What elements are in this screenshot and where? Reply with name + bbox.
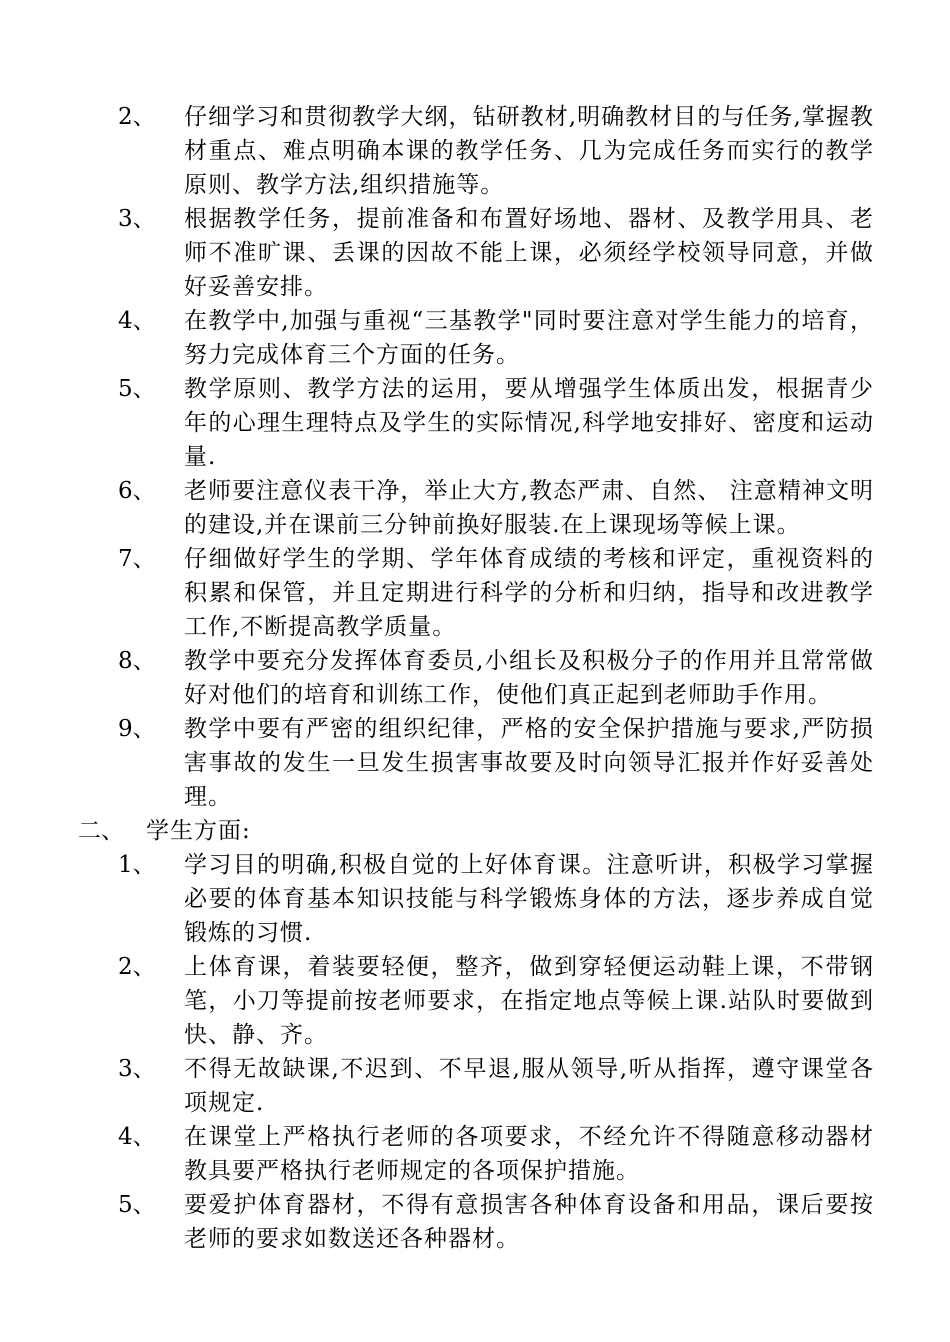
- item-number: 9、: [118, 716, 156, 742]
- item-number: 5、: [118, 376, 156, 402]
- section-heading-students: [0, 814, 950, 848]
- item-number: 6、: [118, 478, 156, 504]
- list-item-teacher-3: [0, 202, 950, 304]
- item-number: 2、: [118, 104, 156, 130]
- item-number: 8、: [118, 648, 156, 674]
- list-item-student-3: [0, 1052, 950, 1120]
- item-number: 7、: [118, 546, 156, 572]
- item-text: 教学原则、教学方法的运用，要从增强学生体质出发，根据青少年的心理生理特点及学生的实际情况,科学地安排好、密度和运动量.: [184, 376, 874, 470]
- list-item-teacher-9: [0, 712, 950, 814]
- item-text: 根据教学任务，提前准备和布置好场地、器材、及教学用具、老师不准旷课、丢课的因故不能上课，必须经学校领导同意，并做好妥善安排。: [184, 206, 874, 300]
- item-text: 仔细做好学生的学期、学年体育成绩的考核和评定，重视资料的积累和保管，并且定期进行科学的分析和归纳，指导和改进教学工作,不断提高教学质量。: [184, 546, 874, 640]
- item-number: 5、: [118, 1192, 156, 1218]
- item-text: 在教学中,加强与重视“三基教学"同时要注意对学生能力的培育，努力完成体育三个方面的任务。: [184, 308, 874, 368]
- list-item-teacher-4: [0, 304, 950, 372]
- item-text: 不得无故缺课,不迟到、不早退,服从领导,听从指挥，遵守课堂各项规定.: [184, 1056, 874, 1116]
- document-page: [0, 100, 950, 1256]
- list-item-student-2: [0, 950, 950, 1052]
- item-text: 教学中要有严密的组织纪律，严格的安全保护措施与要求,严防损害事故的发生一旦发生损害事故要及时向领导汇报并作好妥善处理。: [184, 716, 874, 810]
- list-item-student-5: [0, 1188, 950, 1256]
- item-number: 4、: [118, 308, 156, 334]
- item-number: 2、: [118, 954, 156, 980]
- item-text: 仔细学习和贯彻教学大纲，钻研教材,明确教材目的与任务,掌握教材重点、难点明确本课的教学任务、几为完成任务而实行的教学原则、教学方法,组织措施等。: [184, 104, 874, 198]
- item-text: 在课堂上严格执行老师的各项要求，不经允许不得随意移动器材教具要严格执行老师规定的各项保护措施。: [184, 1124, 874, 1184]
- item-number: 3、: [118, 1056, 156, 1082]
- item-text: 上体育课，着装要轻便，整齐，做到穿轻便运动鞋上课，不带钢笔，小刀等提前按老师要求，在指定地点等候上课.站队时要做到快、静、齐。: [184, 954, 874, 1048]
- item-text: 学习目的明确,积极自觉的上好体育课。注意听讲，积极学习掌握必要的体育基本知识技能与科学锻炼身体的方法，逐步养成自觉锻炼的习惯.: [184, 852, 874, 946]
- section-number: 二、: [78, 818, 124, 844]
- list-item-teacher-2: [0, 100, 950, 202]
- item-text: 教学中要充分发挥体育委员,小组长及积极分子的作用并且常常做好对他们的培育和训练工作，使他们真正起到老师助手作用。: [184, 648, 874, 708]
- item-number: 4、: [118, 1124, 156, 1150]
- item-number: 3、: [118, 206, 156, 232]
- list-item-teacher-7: [0, 542, 950, 644]
- list-item-teacher-5: [0, 372, 950, 474]
- section-title: 学生方面:: [146, 818, 251, 844]
- list-item-student-1: [0, 848, 950, 950]
- list-item-teacher-8: [0, 644, 950, 712]
- item-number: 1、: [118, 852, 156, 878]
- item-text: 老师要注意仪表干净，举止大方,教态严肃、自然、 注意精神文明的建设,并在课前三分钟前换好服装.在上课现场等候上课。: [184, 478, 874, 538]
- item-text: 要爱护体育器材，不得有意损害各种体育设备和用品，课后要按老师的要求如数送还各种器材。: [184, 1192, 874, 1252]
- list-item-student-4: [0, 1120, 950, 1188]
- list-item-teacher-6: [0, 474, 950, 542]
